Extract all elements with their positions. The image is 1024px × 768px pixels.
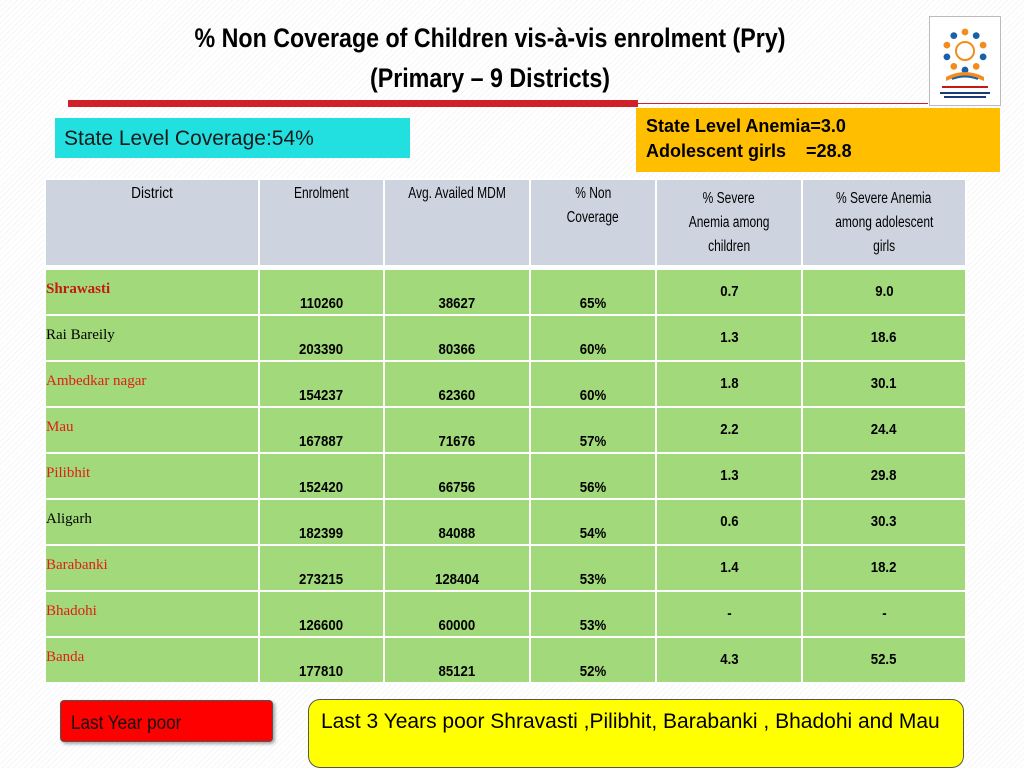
- table-row: [45, 315, 966, 361]
- district-cell: Aligarh: [45, 499, 259, 545]
- avg-mdm-cell: 60000: [384, 591, 530, 637]
- title-underline-thin: [638, 103, 928, 104]
- avg-mdm-cell: 66756: [384, 453, 530, 499]
- table-row: [45, 268, 966, 316]
- non-coverage-cell: 54%: [530, 499, 656, 545]
- enrolment-cell: 203390: [259, 315, 384, 361]
- title-underline: [68, 100, 638, 107]
- adolescent-girls-anemia-line: Adolescent girls =28.8: [646, 141, 852, 161]
- table-row: [45, 499, 966, 545]
- enrolment-cell: 177810: [259, 637, 384, 683]
- logo-figure: [950, 63, 957, 70]
- state-anemia-line: State Level Anemia=3.0: [646, 116, 846, 136]
- avg-mdm-cell: 80366: [384, 315, 530, 361]
- non-coverage-cell: 60%: [530, 315, 656, 361]
- severe-children-cell: 0.6: [656, 499, 802, 545]
- severe-children-cell: 1.4: [656, 545, 802, 591]
- non-coverage-cell: 53%: [530, 591, 656, 637]
- enrolment-cell: 167887: [259, 407, 384, 453]
- header-district: District: [45, 179, 259, 268]
- mid-day-meal-logo: [929, 16, 1001, 106]
- district-cell: Banda: [45, 637, 259, 683]
- district-cell: Pilibhit: [45, 453, 259, 499]
- non-coverage-cell: 60%: [530, 361, 656, 407]
- district-cell: Bhadohi: [45, 591, 259, 637]
- table-header-row: [45, 179, 966, 268]
- table-row: [45, 545, 966, 591]
- enrolment-cell: 182399: [259, 499, 384, 545]
- severe-girls-cell: 9.0: [802, 268, 966, 316]
- last-year-poor-label: Last Year poor: [71, 713, 182, 734]
- district-cell: Barabanki: [45, 545, 259, 591]
- non-coverage-cell: 53%: [530, 545, 656, 591]
- logo-figure: [973, 63, 980, 70]
- avg-mdm-cell: 71676: [384, 407, 530, 453]
- severe-children-cell: 1.8: [656, 361, 802, 407]
- page-title-line2: (Primary – 9 Districts): [369, 63, 611, 93]
- avg-mdm-cell: 38627: [384, 268, 530, 316]
- district-coverage-table: [44, 178, 967, 684]
- severe-girls-cell: -: [802, 591, 966, 637]
- table-row: [45, 591, 966, 637]
- district-cell: Rai Bareily: [45, 315, 259, 361]
- non-coverage-cell: 65%: [530, 268, 656, 316]
- table-row: [45, 361, 966, 407]
- severe-girls-cell: 24.4: [802, 407, 966, 453]
- last-3-years-poor-box: Last 3 Years poor Shravasti ,Pilibhit, Barabanki , Bhadohi and Mau: [308, 699, 964, 768]
- severe-girls-cell: 29.8: [802, 453, 966, 499]
- non-coverage-cell: 52%: [530, 637, 656, 683]
- district-cell: Shrawasti: [45, 268, 259, 316]
- avg-mdm-cell: 62360: [384, 361, 530, 407]
- severe-children-cell: 2.2: [656, 407, 802, 453]
- table-row: [45, 637, 966, 683]
- logo-figure: [950, 32, 957, 39]
- mid-day-meal-scheme-logo-icon: [930, 17, 1000, 105]
- logo-figure: [980, 54, 987, 61]
- logo-figure: [980, 42, 987, 49]
- page-title-line1: % Non Coverage of Children vis-à-vis enrolment (Pry): [194, 23, 786, 53]
- district-cell: Mau: [45, 407, 259, 453]
- page-title: [120, 18, 860, 98]
- severe-girls-cell: 52.5: [802, 637, 966, 683]
- logo-figure: [962, 29, 969, 36]
- logo-figure: [944, 54, 951, 61]
- district-cell: Ambedkar nagar: [45, 361, 259, 407]
- enrolment-cell: 273215: [259, 545, 384, 591]
- severe-children-cell: -: [656, 591, 802, 637]
- enrolment-cell: 110260: [259, 268, 384, 316]
- non-coverage-cell: 57%: [530, 407, 656, 453]
- severe-children-cell: 1.3: [656, 453, 802, 499]
- severe-girls-cell: 18.6: [802, 315, 966, 361]
- table-row: [45, 407, 966, 453]
- severe-children-cell: 0.7: [656, 268, 802, 316]
- severe-girls-cell: 30.3: [802, 499, 966, 545]
- header-enrolment: Enrolment: [259, 179, 384, 268]
- header-severe-anemia-children: % Severe Anemia among children: [656, 179, 802, 268]
- enrolment-cell: 126600: [259, 591, 384, 637]
- logo-figure: [944, 42, 951, 49]
- state-level-coverage-box: State Level Coverage:54%: [55, 118, 410, 158]
- table-row: [45, 453, 966, 499]
- severe-children-cell: 4.3: [656, 637, 802, 683]
- header-severe-anemia-adolescent-girls: % Severe Anemia among adolescent girls: [802, 179, 966, 268]
- avg-mdm-cell: 85121: [384, 637, 530, 683]
- severe-children-cell: 1.3: [656, 315, 802, 361]
- last-year-poor-box: [60, 700, 273, 742]
- non-coverage-cell: 56%: [530, 453, 656, 499]
- avg-mdm-cell: 84088: [384, 499, 530, 545]
- header-avg-availed-mdm: Avg. Availed MDM: [384, 179, 530, 268]
- severe-girls-cell: 30.1: [802, 361, 966, 407]
- state-level-anemia-box: [636, 108, 1000, 172]
- enrolment-cell: 154237: [259, 361, 384, 407]
- avg-mdm-cell: 128404: [384, 545, 530, 591]
- severe-girls-cell: 18.2: [802, 545, 966, 591]
- logo-figure: [973, 32, 980, 39]
- header-non-coverage: % Non Coverage: [530, 179, 656, 268]
- enrolment-cell: 152420: [259, 453, 384, 499]
